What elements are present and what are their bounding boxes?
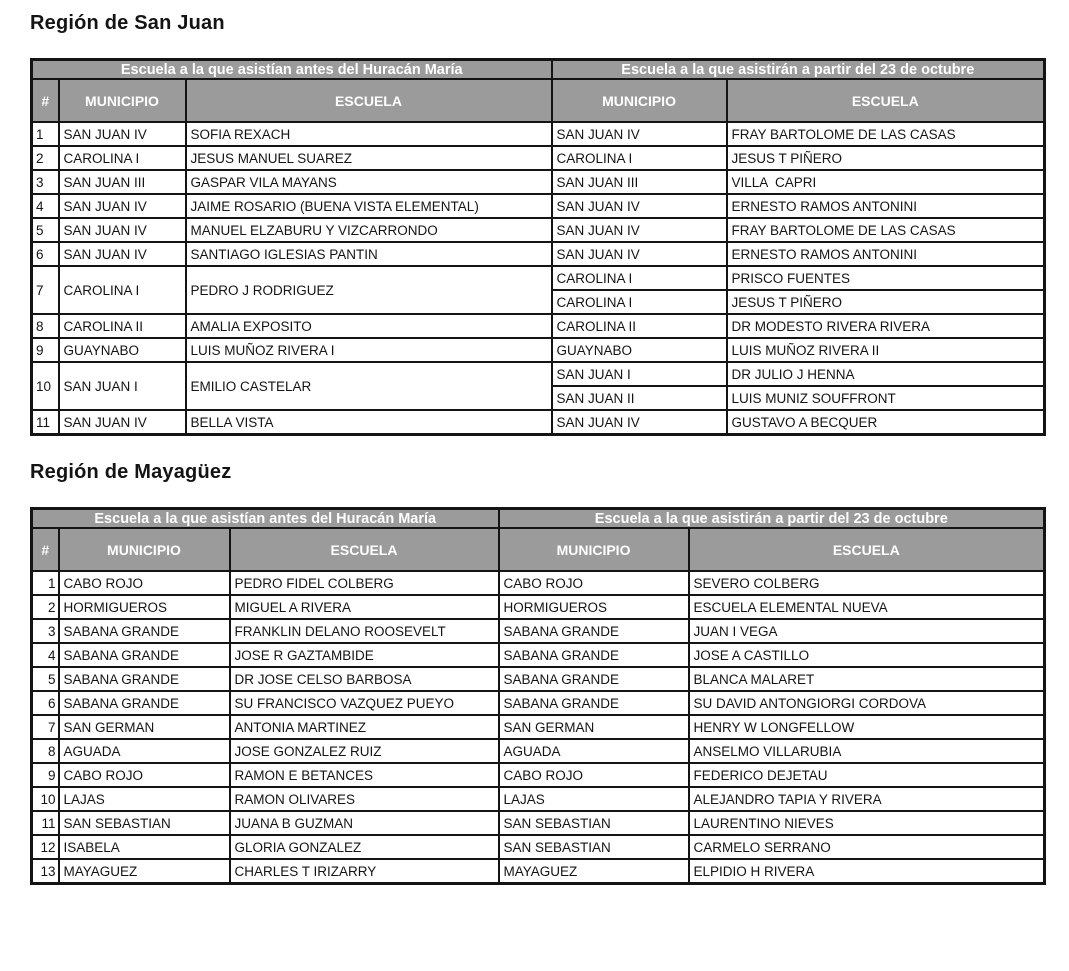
table-row xyxy=(32,571,1045,595)
escuela-before-cell: BELLA VISTA xyxy=(186,410,552,435)
municipio-after-cell: LAJAS xyxy=(499,787,689,811)
table-row xyxy=(32,314,1045,338)
municipio-after-cell: SAN JUAN IV xyxy=(552,218,727,242)
municipio-after-cell: SAN JUAN I xyxy=(552,362,727,386)
municipio-before-cell: CABO ROJO xyxy=(59,763,230,787)
row-number-cell: 6 xyxy=(32,691,59,715)
escuela-after-cell: FRAY BARTOLOME DE LAS CASAS xyxy=(727,218,1045,242)
municipio-after-cell: SABANA GRANDE xyxy=(499,619,689,643)
escuela-after-cell: HENRY W LONGFELLOW xyxy=(689,715,1045,739)
escuela-after-cell: VILLA CAPRI xyxy=(727,170,1045,194)
escuela-before-cell: LUIS MUÑOZ RIVERA I xyxy=(186,338,552,362)
escuela-before-cell: ANTONIA MARTINEZ xyxy=(230,715,499,739)
escuela-before-cell: PEDRO FIDEL COLBERG xyxy=(230,571,499,595)
table-row xyxy=(32,811,1045,835)
escuela-after-cell: BLANCA MALARET xyxy=(689,667,1045,691)
row-number-cell: 7 xyxy=(32,266,59,314)
municipio-after-cell: CAROLINA I xyxy=(552,290,727,314)
municipio-before-cell: SAN JUAN IV xyxy=(59,242,186,266)
table-row xyxy=(32,739,1045,763)
table-row xyxy=(32,595,1045,619)
escuela-before-cell: EMILIO CASTELAR xyxy=(186,362,552,410)
row-number-cell: 2 xyxy=(32,146,59,170)
escuela-after-cell: JESUS T PIÑERO xyxy=(727,290,1045,314)
escuela-before-cell: JOSE GONZALEZ RUIZ xyxy=(230,739,499,763)
municipio-after-cell: SAN JUAN IV xyxy=(552,410,727,435)
escuela-before-cell: RAMON E BETANCES xyxy=(230,763,499,787)
escuela-after-cell: JESUS T PIÑERO xyxy=(727,146,1045,170)
municipio-before-cell: SAN GERMAN xyxy=(59,715,230,739)
escuela-after-cell: LAURENTINO NIEVES xyxy=(689,811,1045,835)
municipio-before-cell: SABANA GRANDE xyxy=(59,643,230,667)
escuela-after-cell: SEVERO COLBERG xyxy=(689,571,1045,595)
band-after-header: Escuela a la que asistirán a partir del 23 de octubre xyxy=(552,60,1045,80)
escuela-after-cell: DR JULIO J HENNA xyxy=(727,362,1045,386)
municipio-before-cell: SABANA GRANDE xyxy=(59,691,230,715)
municipio-after-cell: SABANA GRANDE xyxy=(499,691,689,715)
municipio-before-cell: SABANA GRANDE xyxy=(59,667,230,691)
table-row xyxy=(32,338,1045,362)
table-row xyxy=(32,266,1045,290)
column-header-row xyxy=(32,79,1045,122)
municipio-before-cell: SAN JUAN I xyxy=(59,362,186,410)
band-after-header: Escuela a la que asistirán a partir del 23 de octubre xyxy=(499,509,1045,529)
region-title-mayaguez: Región de Mayagüez xyxy=(30,461,232,483)
col-header-municipio-after: MUNICIPIO xyxy=(499,528,689,571)
table-row xyxy=(32,170,1045,194)
municipio-before-cell: CAROLINA I xyxy=(59,266,186,314)
municipio-after-cell: CABO ROJO xyxy=(499,571,689,595)
table-row xyxy=(32,362,1045,386)
escuela-before-cell: JAIME ROSARIO (BUENA VISTA ELEMENTAL) xyxy=(186,194,552,218)
row-number-cell: 8 xyxy=(32,314,59,338)
row-number-cell: 12 xyxy=(32,835,59,859)
escuela-before-cell: DR JOSE CELSO BARBOSA xyxy=(230,667,499,691)
municipio-after-cell: AGUADA xyxy=(499,739,689,763)
row-number-cell: 5 xyxy=(32,667,59,691)
escuela-before-cell: SOFIA REXACH xyxy=(186,122,552,146)
san-juan-table-body xyxy=(32,122,1045,435)
col-header-escuela-before: ESCUELA xyxy=(230,528,499,571)
escuela-before-cell: JESUS MANUEL SUAREZ xyxy=(186,146,552,170)
san-juan-table xyxy=(30,58,1046,436)
municipio-after-cell: SAN JUAN IV xyxy=(552,194,727,218)
escuela-before-cell: RAMON OLIVARES xyxy=(230,787,499,811)
row-number-cell: 2 xyxy=(32,595,59,619)
table-row xyxy=(32,691,1045,715)
municipio-after-cell: SAN JUAN II xyxy=(552,386,727,410)
mayaguez-table-body xyxy=(32,571,1045,884)
col-header-municipio-before: MUNICIPIO xyxy=(59,79,186,122)
band-before-header: Escuela a la que asistían antes del Huracán María xyxy=(32,60,552,80)
column-header-row xyxy=(32,528,1045,571)
municipio-before-cell: AGUADA xyxy=(59,739,230,763)
region-title-san-juan: Región de San Juan xyxy=(30,12,225,34)
col-header-escuela-after: ESCUELA xyxy=(689,528,1045,571)
escuela-before-cell: JOSE R GAZTAMBIDE xyxy=(230,643,499,667)
escuela-after-cell: ALEJANDRO TAPIA Y RIVERA xyxy=(689,787,1045,811)
row-number-cell: 1 xyxy=(32,122,59,146)
col-header-municipio-after: MUNICIPIO xyxy=(552,79,727,122)
escuela-after-cell: CARMELO SERRANO xyxy=(689,835,1045,859)
row-number-cell: 5 xyxy=(32,218,59,242)
escuela-before-cell: SU FRANCISCO VAZQUEZ PUEYO xyxy=(230,691,499,715)
municipio-after-cell: SAN SEBASTIAN xyxy=(499,835,689,859)
table-row xyxy=(32,715,1045,739)
escuela-after-cell: SU DAVID ANTONGIORGI CORDOVA xyxy=(689,691,1045,715)
band-header-row xyxy=(32,509,1045,529)
row-number-cell: 11 xyxy=(32,410,59,435)
table-row xyxy=(32,194,1045,218)
table-row xyxy=(32,859,1045,884)
municipio-after-cell: SAN GERMAN xyxy=(499,715,689,739)
escuela-after-cell: JOSE A CASTILLO xyxy=(689,643,1045,667)
band-before-header: Escuela a la que asistían antes del Huracán María xyxy=(32,509,499,529)
table-row xyxy=(32,763,1045,787)
row-number-cell: 9 xyxy=(32,338,59,362)
municipio-after-cell: SAN JUAN III xyxy=(552,170,727,194)
municipio-before-cell: CAROLINA I xyxy=(59,146,186,170)
municipio-after-cell: MAYAGUEZ xyxy=(499,859,689,884)
col-header-escuela-after: ESCUELA xyxy=(727,79,1045,122)
row-number-cell: 4 xyxy=(32,194,59,218)
escuela-after-cell: ERNESTO RAMOS ANTONINI xyxy=(727,194,1045,218)
row-number-cell: 3 xyxy=(32,619,59,643)
municipio-before-cell: MAYAGUEZ xyxy=(59,859,230,884)
table-row xyxy=(32,835,1045,859)
escuela-after-cell: GUSTAVO A BECQUER xyxy=(727,410,1045,435)
col-header-number: # xyxy=(32,528,59,571)
col-header-municipio-before: MUNICIPIO xyxy=(59,528,230,571)
escuela-after-cell: ANSELMO VILLARUBIA xyxy=(689,739,1045,763)
row-number-cell: 13 xyxy=(32,859,59,884)
escuela-after-cell: DR MODESTO RIVERA RIVERA xyxy=(727,314,1045,338)
municipio-before-cell: GUAYNABO xyxy=(59,338,186,362)
escuela-after-cell: ELPIDIO H RIVERA xyxy=(689,859,1045,884)
escuela-after-cell: ERNESTO RAMOS ANTONINI xyxy=(727,242,1045,266)
escuela-before-cell: AMALIA EXPOSITO xyxy=(186,314,552,338)
escuela-after-cell: FRAY BARTOLOME DE LAS CASAS xyxy=(727,122,1045,146)
municipio-before-cell: SABANA GRANDE xyxy=(59,619,230,643)
row-number-cell: 3 xyxy=(32,170,59,194)
municipio-after-cell: SAN JUAN IV xyxy=(552,122,727,146)
row-number-cell: 11 xyxy=(32,811,59,835)
row-number-cell: 4 xyxy=(32,643,59,667)
table-row xyxy=(32,410,1045,435)
municipio-after-cell: HORMIGUEROS xyxy=(499,595,689,619)
escuela-after-cell: JUAN I VEGA xyxy=(689,619,1045,643)
table-row xyxy=(32,218,1045,242)
table-row xyxy=(32,242,1045,266)
municipio-after-cell: SABANA GRANDE xyxy=(499,643,689,667)
municipio-before-cell: SAN JUAN III xyxy=(59,170,186,194)
municipio-after-cell: GUAYNABO xyxy=(552,338,727,362)
escuela-after-cell: LUIS MUÑOZ RIVERA II xyxy=(727,338,1045,362)
municipio-after-cell: CAROLINA I xyxy=(552,266,727,290)
row-number-cell: 9 xyxy=(32,763,59,787)
municipio-before-cell: ISABELA xyxy=(59,835,230,859)
table-row xyxy=(32,667,1045,691)
municipio-before-cell: SAN JUAN IV xyxy=(59,218,186,242)
municipio-before-cell: SAN JUAN IV xyxy=(59,194,186,218)
table-row xyxy=(32,122,1045,146)
municipio-before-cell: LAJAS xyxy=(59,787,230,811)
escuela-before-cell: GASPAR VILA MAYANS xyxy=(186,170,552,194)
escuela-before-cell: MANUEL ELZABURU Y VIZCARRONDO xyxy=(186,218,552,242)
municipio-before-cell: CABO ROJO xyxy=(59,571,230,595)
municipio-before-cell: HORMIGUEROS xyxy=(59,595,230,619)
mayaguez-table xyxy=(30,507,1046,885)
table-row xyxy=(32,146,1045,170)
row-number-cell: 10 xyxy=(32,787,59,811)
municipio-after-cell: SAN SEBASTIAN xyxy=(499,811,689,835)
escuela-before-cell: FRANKLIN DELANO ROOSEVELT xyxy=(230,619,499,643)
escuela-before-cell: SANTIAGO IGLESIAS PANTIN xyxy=(186,242,552,266)
escuela-after-cell: LUIS MUNIZ SOUFFRONT xyxy=(727,386,1045,410)
escuela-before-cell: MIGUEL A RIVERA xyxy=(230,595,499,619)
escuela-after-cell: PRISCO FUENTES xyxy=(727,266,1045,290)
municipio-after-cell: CAROLINA II xyxy=(552,314,727,338)
table-row xyxy=(32,643,1045,667)
col-header-escuela-before: ESCUELA xyxy=(186,79,552,122)
table-row xyxy=(32,619,1045,643)
municipio-before-cell: SAN JUAN IV xyxy=(59,122,186,146)
escuela-before-cell: GLORIA GONZALEZ xyxy=(230,835,499,859)
row-number-cell: 6 xyxy=(32,242,59,266)
escuela-after-cell: FEDERICO DEJETAU xyxy=(689,763,1045,787)
municipio-after-cell: CABO ROJO xyxy=(499,763,689,787)
municipio-before-cell: CAROLINA II xyxy=(59,314,186,338)
escuela-before-cell: JUANA B GUZMAN xyxy=(230,811,499,835)
escuela-before-cell: PEDRO J RODRIGUEZ xyxy=(186,266,552,314)
band-header-row xyxy=(32,60,1045,80)
row-number-cell: 7 xyxy=(32,715,59,739)
row-number-cell: 8 xyxy=(32,739,59,763)
municipio-after-cell: SABANA GRANDE xyxy=(499,667,689,691)
table-row xyxy=(32,787,1045,811)
row-number-cell: 1 xyxy=(32,571,59,595)
municipio-before-cell: SAN SEBASTIAN xyxy=(59,811,230,835)
escuela-after-cell: ESCUELA ELEMENTAL NUEVA xyxy=(689,595,1045,619)
municipio-before-cell: SAN JUAN IV xyxy=(59,410,186,435)
municipio-after-cell: CAROLINA I xyxy=(552,146,727,170)
escuela-before-cell: CHARLES T IRIZARRY xyxy=(230,859,499,884)
municipio-after-cell: SAN JUAN IV xyxy=(552,242,727,266)
col-header-number: # xyxy=(32,79,59,122)
row-number-cell: 10 xyxy=(32,362,59,410)
